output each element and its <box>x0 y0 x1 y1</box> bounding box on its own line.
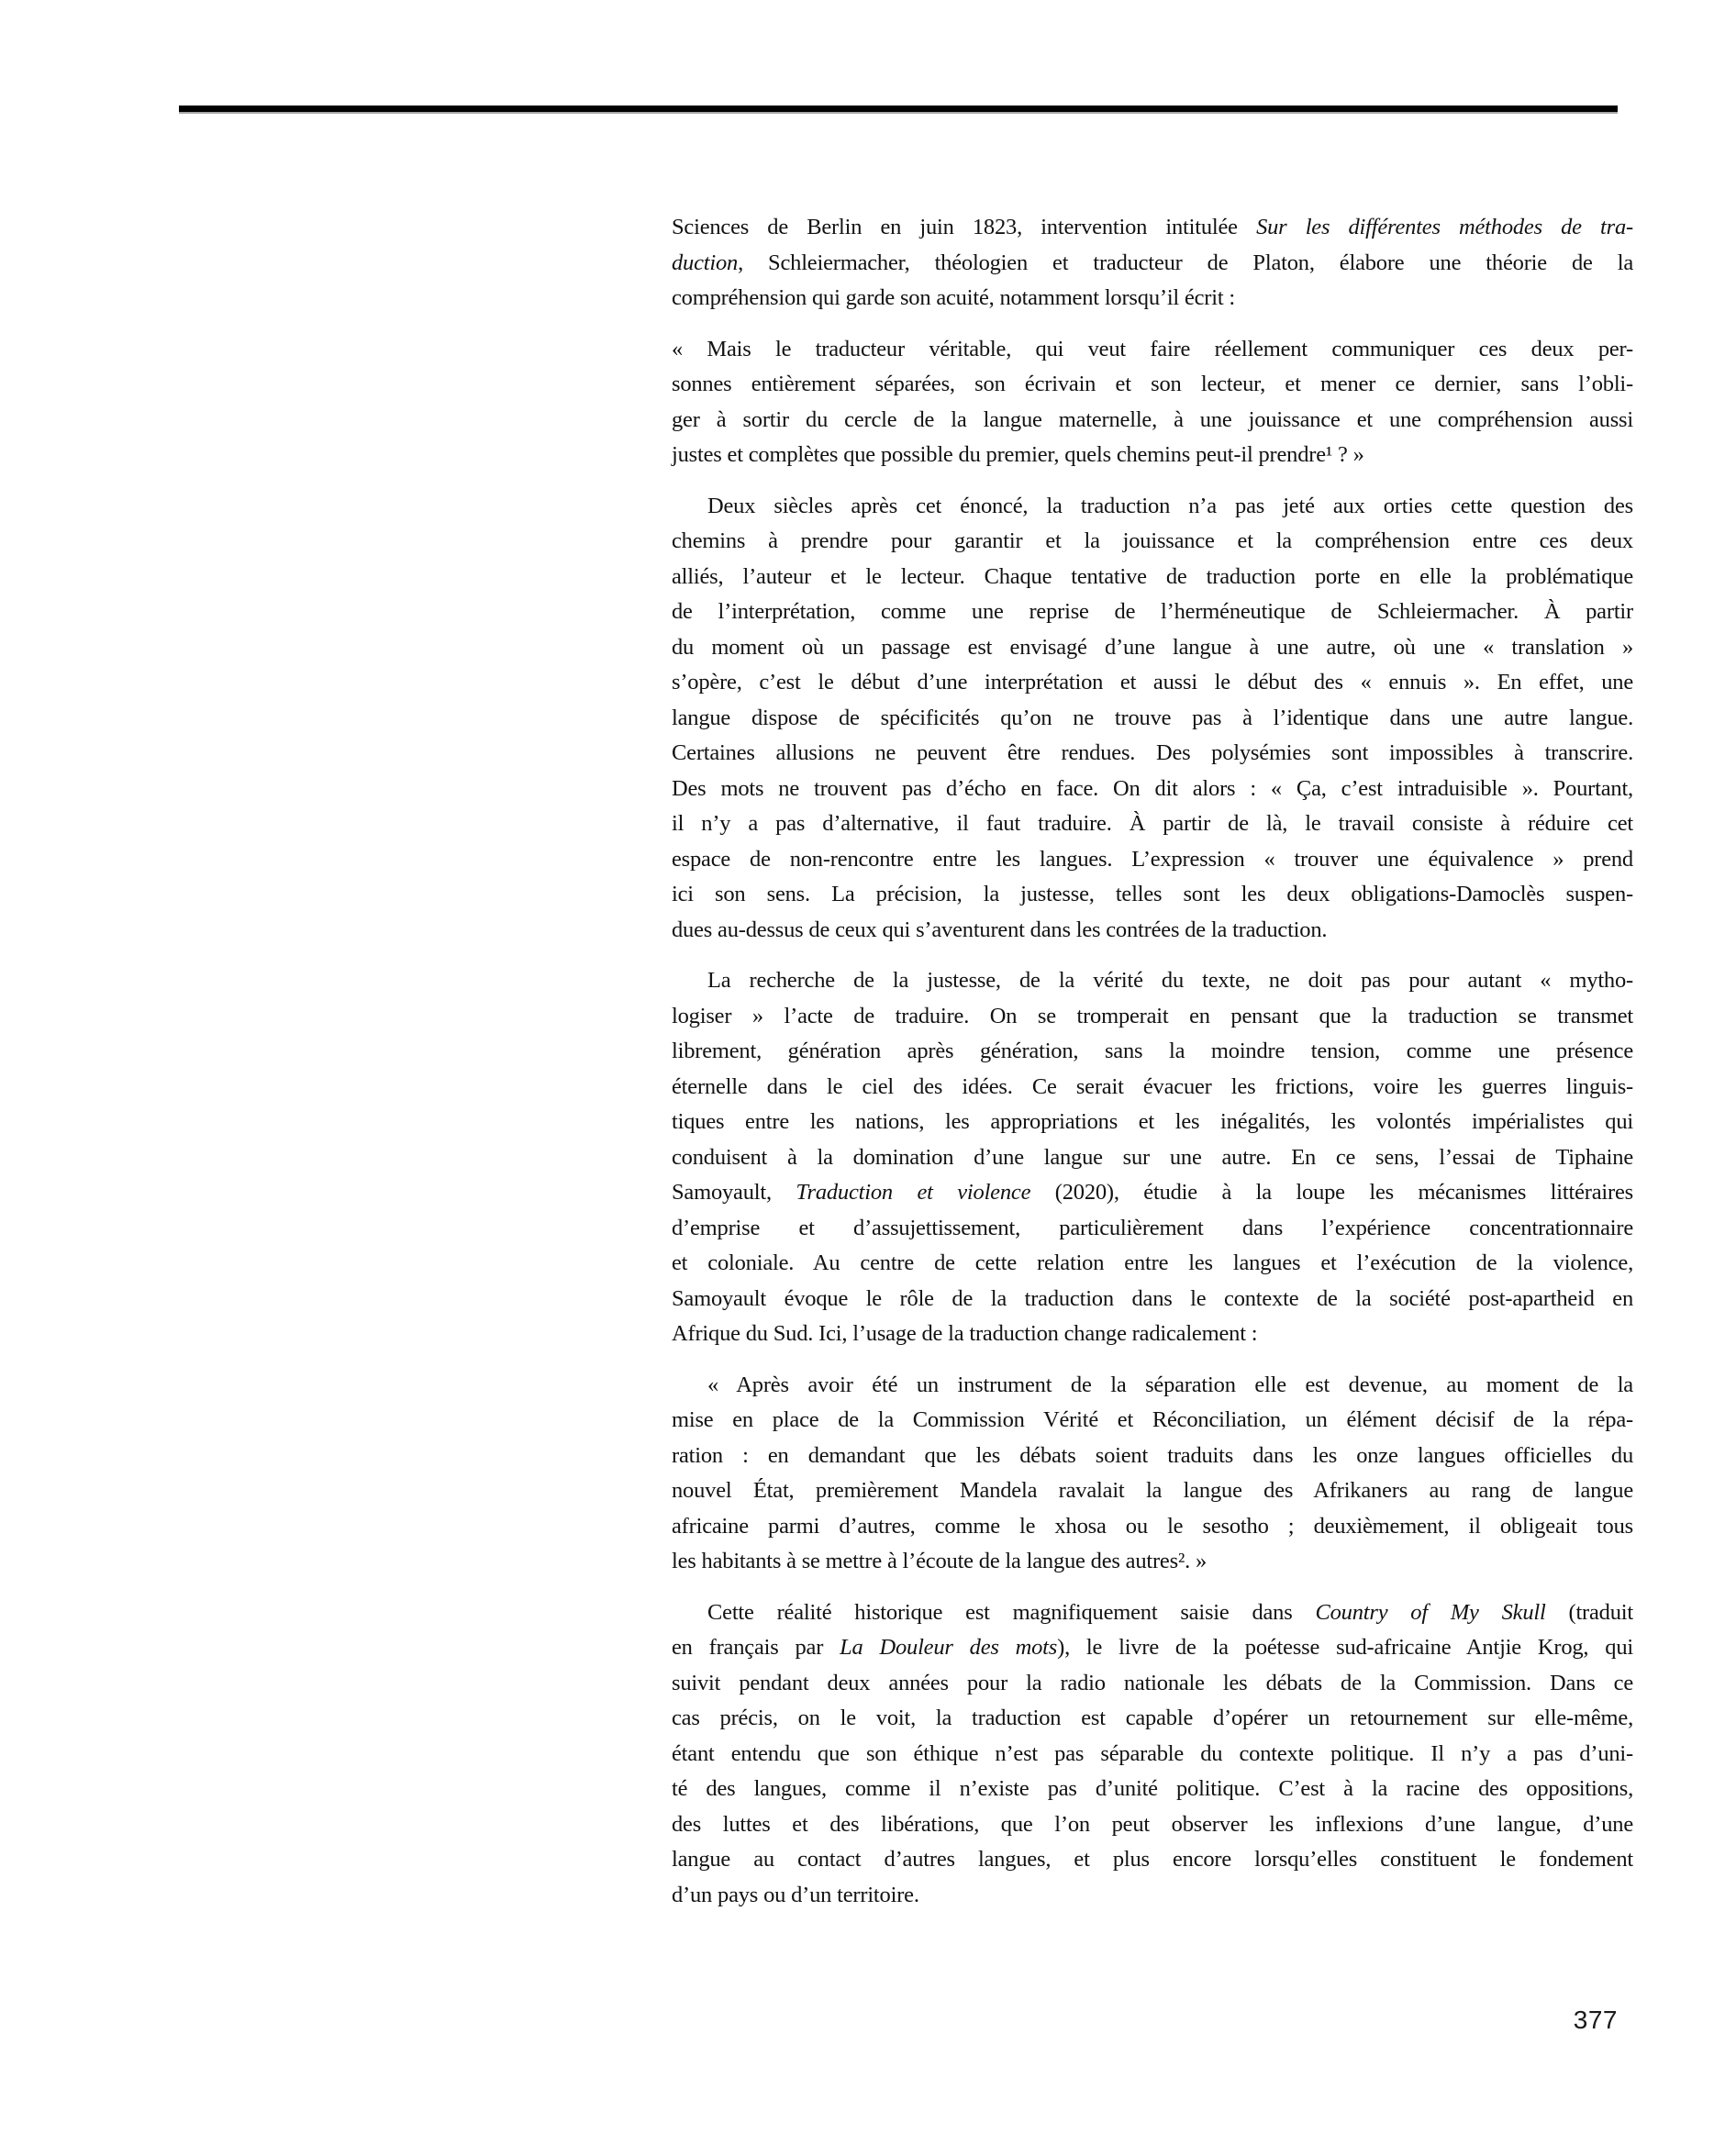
text-line: et coloniale. Au centre de cette relation entre les langues et l’exécution de la violence, <box>672 1250 1633 1275</box>
paragraph-body <box>672 489 1633 949</box>
text-line: Des mots ne trouvent pas d’écho en face. On dit alors : « Ça, c’est intraduisible ». Pourtant, <box>672 775 1633 801</box>
text-line: Samoyault évoque le rôle de la traduction dans le contexte de la société post-apartheid en <box>672 1285 1633 1311</box>
text-line: Samoyault, Traduction et violence (2020), étudie à la loupe les mécanismes littéraires <box>672 1180 1633 1205</box>
paragraph-continuation <box>672 210 1633 317</box>
text-line: justes et complètes que possible du premier, quels chemins peut-il prendre¹ ? » <box>672 442 1364 467</box>
text-line: il n’y a pas d’alternative, il faut traduire. À partir de là, le travail consiste à réduire cet <box>672 811 1633 836</box>
text-line: « Mais le traducteur véritable, qui veut faire réellement communiquer ces deux per- <box>672 336 1633 361</box>
text-line: de l’interprétation, comme une reprise de l’herméneutique de Schleiermacher. À partir <box>672 599 1633 624</box>
text-line: Afrique du Sud. Ici, l’usage de la traduction change radicalement : <box>672 1321 1258 1346</box>
page-number: 377 <box>1573 2006 1618 2034</box>
paragraph-quote <box>672 1368 1633 1580</box>
text-line: compréhension qui garde son acuité, notamment lorsqu’il écrit : <box>672 285 1236 310</box>
text-line: d’emprise et d’assujettissement, particulièrement dans l’expérience concentrationnaire <box>672 1215 1633 1240</box>
text-line: chemins à prendre pour garantir et la jouissance et la compréhension entre ces deux <box>672 528 1633 553</box>
paragraph-body <box>672 1595 1633 1914</box>
text-line: en français par La Douleur des mots), le livre de la poétesse sud-africaine Antjie Krog, qui <box>672 1635 1633 1660</box>
text-line: tiques entre les nations, les appropriations et les inégalités, les volontés impérialistes qui <box>672 1109 1633 1134</box>
text-line: espace de non-rencontre entre les langues. L’expression « trouver une équivalence » prend <box>672 846 1633 872</box>
text-line: étant entendu que son éthique n’est pas séparable du contexte politique. Il n’y a pas d’uni- <box>672 1740 1633 1766</box>
text-line: Sciences de Berlin en juin 1823, intervention intitulée Sur les différentes méthodes de tra- <box>672 215 1633 239</box>
text-line: cas précis, on le voit, la traduction est capable d’opérer un retournement sur elle-même, <box>672 1706 1633 1730</box>
text-line: té des langues, comme il n’existe pas d’unité politique. C’est à la racine des oppositions, <box>672 1776 1633 1801</box>
text-line: langue au contact d’autres langues, et plus encore lorsqu’elles constituent le fondement <box>672 1847 1633 1872</box>
text-line: Deux siècles après cet énoncé, la traduction n’a pas jeté aux orties cette question des <box>707 493 1633 518</box>
top-rule <box>179 106 1618 114</box>
text-line: ger à sortir du cercle de la langue maternelle, à une jouissance et une compréhension aussi <box>672 406 1633 432</box>
text-line: conduisent à la domination d’une langue sur une autre. En ce sens, l’essai de Tiphaine <box>672 1144 1633 1170</box>
text-line: d’un pays ou d’un territoire. <box>672 1882 919 1907</box>
text-line: duction, Schleiermacher, théologien et traducteur de Platon, élabore une théorie de la <box>672 250 1633 275</box>
text-line: « Après avoir été un instrument de la séparation elle est devenue, au moment de la <box>707 1372 1633 1397</box>
text-block <box>672 210 1633 1913</box>
text-line: La recherche de la justesse, de la vérité du texte, ne doit pas pour autant « mytho- <box>707 968 1633 993</box>
text-line: logiser » l’acte de traduire. On se tromperait en pensant que la traduction se transmet <box>672 1003 1633 1028</box>
text-line: librement, génération après génération, sans la moindre tension, comme une présence <box>672 1039 1633 1063</box>
text-line: des luttes et des libérations, que l’on peut observer les inflexions d’une langue, d’une <box>672 1811 1633 1837</box>
text-line: Certaines allusions ne peuvent être rendues. Des polysémies sont impossibles à transcrire. <box>672 740 1633 765</box>
text-line: dues au-dessus de ceux qui s’aventurent dans les contrées de la traduction. <box>672 917 1328 942</box>
text-line: éternelle dans le ciel des idées. Ce serait évacuer les frictions, voire les guerres linguis- <box>672 1073 1633 1099</box>
text-line: nouvel État, premièrement Mandela ravalait la langue des Afrikaners au rang de langue <box>672 1478 1633 1503</box>
text-line: alliés, l’auteur et le lecteur. Chaque tentative de traduction porte en elle la problématique <box>672 563 1633 589</box>
paragraph-body <box>672 963 1633 1352</box>
text-line: suivit pendant deux années pour la radio nationale les débats de la Commission. Dans ce <box>672 1670 1633 1695</box>
text-line: s’opère, c’est le début d’une interprétation et aussi le début des « ennuis ». En effet, une <box>672 670 1633 695</box>
text-line: langue dispose de spécificités qu’on ne trouve pas à l’identique dans une autre langue. <box>672 705 1633 730</box>
text-line: africaine parmi d’autres, comme le xhosa ou le sesotho ; deuxièmement, il obligeait tous <box>672 1513 1633 1539</box>
text-line: ration : en demandant que les débats soient traduits dans les onze langues officielles du <box>672 1442 1633 1468</box>
text-line: Cette réalité historique est magnifiquement saisie dans Country of My Skull (traduit <box>707 1599 1633 1625</box>
text-line: du moment où un passage est envisagé d’une langue à une autre, où une « translation » <box>672 634 1633 660</box>
paragraph-quote <box>672 332 1633 473</box>
text-line: mise en place de la Commission Vérité et Réconciliation, un élément décisif de la répa- <box>672 1407 1633 1432</box>
text-line: les habitants à se mettre à l’écoute de la langue des autres². » <box>672 1549 1207 1573</box>
text-line: ici son sens. La précision, la justesse, telles sont les deux obligations-Damoclès suspen- <box>672 882 1633 906</box>
text-line: sonnes entièrement séparées, son écrivain et son lecteur, et mener ce dernier, sans l’obli- <box>672 372 1633 396</box>
